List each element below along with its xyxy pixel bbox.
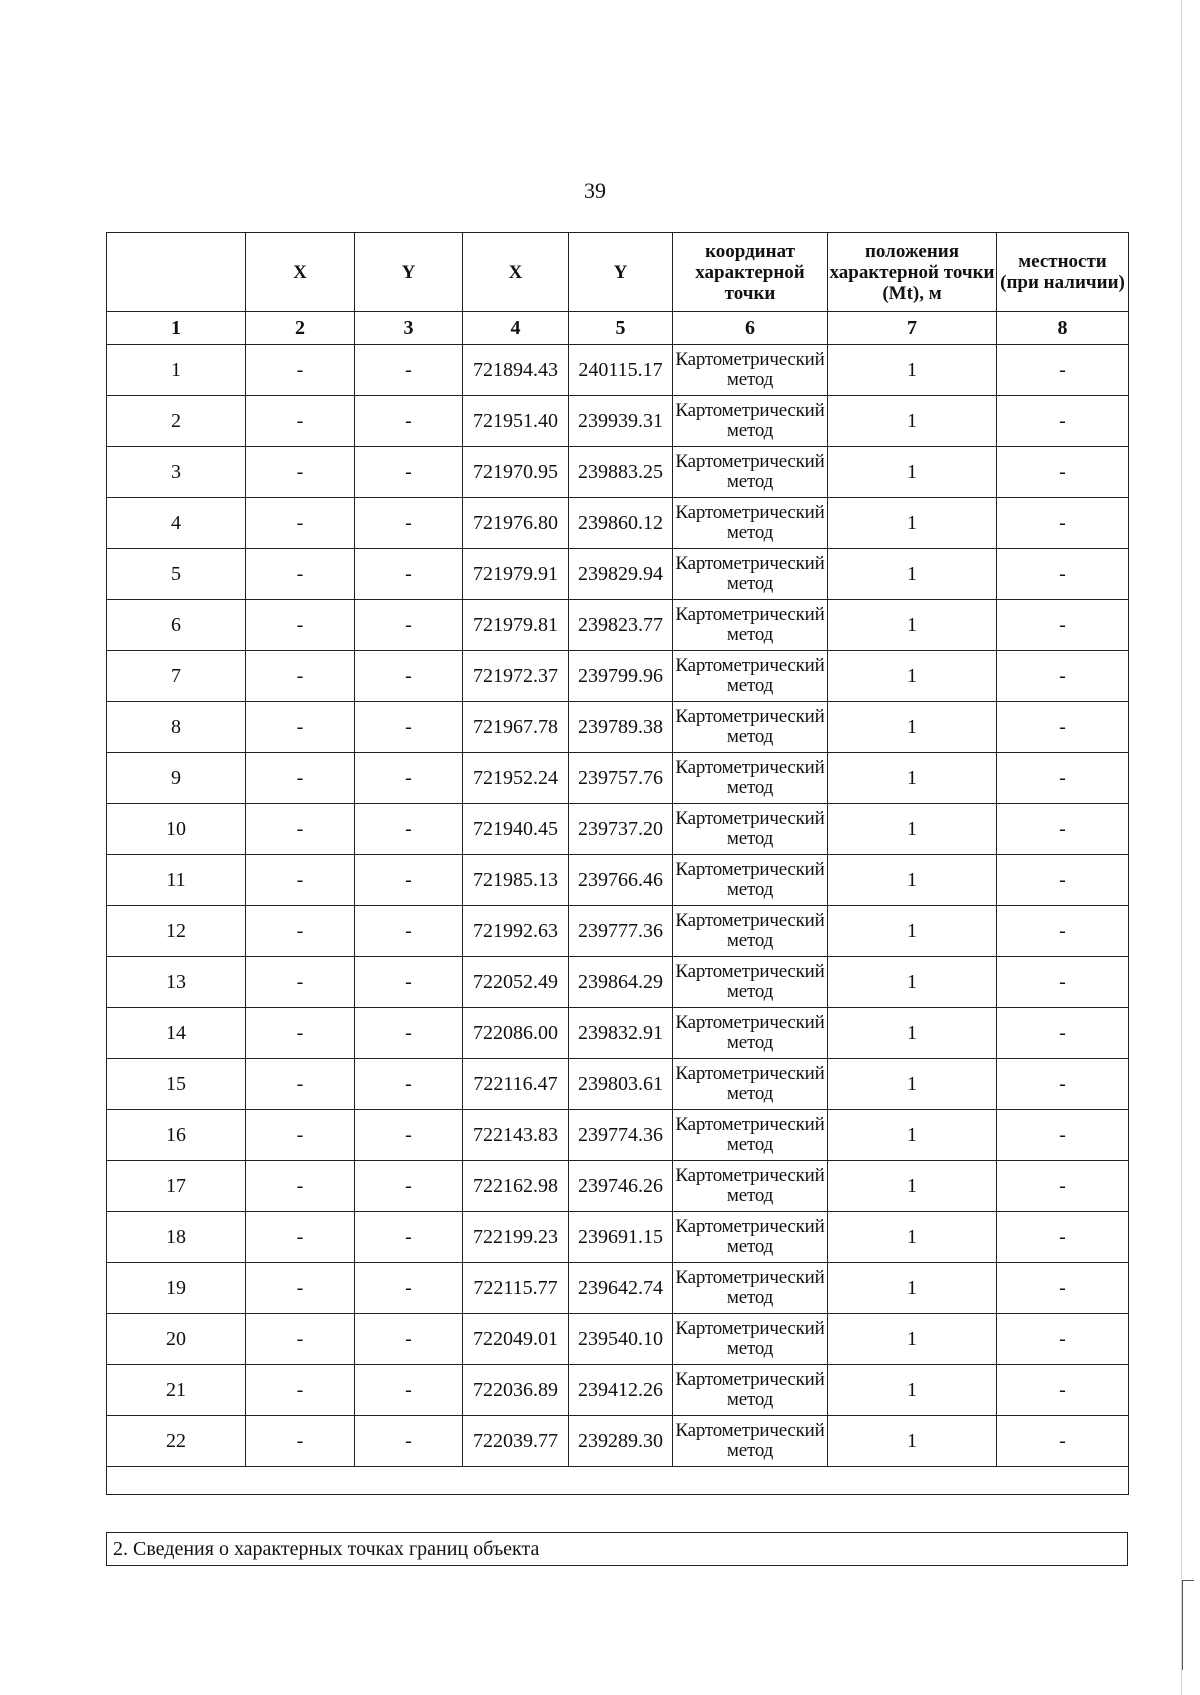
y-old-cell: - (355, 1212, 463, 1263)
description-cell: - (997, 1365, 1129, 1416)
method-cell: Картометрический метод (673, 1263, 828, 1314)
x-coordinate-cell: 722036.89 (463, 1365, 569, 1416)
y-old-cell: - (355, 804, 463, 855)
page-edge-line (1181, 0, 1182, 1695)
y-old-cell: - (355, 753, 463, 804)
point-number-cell: 13 (107, 957, 246, 1008)
table-row (107, 1059, 1129, 1110)
header-cell: местности (при наличии) (997, 233, 1129, 312)
y-old-cell: - (355, 855, 463, 906)
method-cell: Картометрический метод (673, 600, 828, 651)
precision-cell: 1 (828, 1263, 997, 1314)
precision-cell: 1 (828, 600, 997, 651)
y-old-cell: - (355, 702, 463, 753)
description-cell: - (997, 1212, 1129, 1263)
point-number-cell: 7 (107, 651, 246, 702)
method-cell: Картометрический метод (673, 1314, 828, 1365)
header-cell: Y (355, 233, 463, 312)
point-number-cell: 6 (107, 600, 246, 651)
y-old-cell: - (355, 1263, 463, 1314)
precision-cell: 1 (828, 1161, 997, 1212)
x-old-cell: - (246, 1263, 355, 1314)
precision-cell: 1 (828, 1008, 997, 1059)
point-number-cell: 14 (107, 1008, 246, 1059)
x-coordinate-cell: 722199.23 (463, 1212, 569, 1263)
y-coordinate-cell: 239864.29 (569, 957, 673, 1008)
x-coordinate-cell: 721976.80 (463, 498, 569, 549)
table-header-row (107, 233, 1129, 312)
x-old-cell: - (246, 702, 355, 753)
point-number-cell: 22 (107, 1416, 246, 1467)
description-cell: - (997, 753, 1129, 804)
description-cell: - (997, 1416, 1129, 1467)
y-coordinate-cell: 239777.36 (569, 906, 673, 957)
page-number: 39 (584, 178, 606, 203)
description-cell: - (997, 600, 1129, 651)
coordinates-table (106, 232, 1129, 1495)
description-cell: - (997, 345, 1129, 396)
point-number-cell: 11 (107, 855, 246, 906)
y-coordinate-cell: 239803.61 (569, 1059, 673, 1110)
header-cell: координат характерной точки (673, 233, 828, 312)
description-cell: - (997, 957, 1129, 1008)
column-number-cell: 4 (463, 312, 569, 345)
table-row (107, 549, 1129, 600)
point-number-cell: 12 (107, 906, 246, 957)
y-coordinate-cell: 239289.30 (569, 1416, 673, 1467)
method-cell: Картометрический метод (673, 345, 828, 396)
x-old-cell: - (246, 1416, 355, 1467)
table-body (107, 345, 1129, 1495)
description-cell: - (997, 651, 1129, 702)
table-row (107, 1416, 1129, 1467)
point-number-cell: 10 (107, 804, 246, 855)
point-number-cell: 20 (107, 1314, 246, 1365)
point-number-cell: 8 (107, 702, 246, 753)
table-row (107, 1161, 1129, 1212)
x-coordinate-cell: 721940.45 (463, 804, 569, 855)
page-edge-mark (1182, 1580, 1194, 1670)
table-row (107, 396, 1129, 447)
x-coordinate-cell: 721894.43 (463, 345, 569, 396)
y-old-cell: - (355, 1314, 463, 1365)
method-cell: Картометрический метод (673, 906, 828, 957)
header-cell: X (246, 233, 355, 312)
precision-cell: 1 (828, 957, 997, 1008)
precision-cell: 1 (828, 1416, 997, 1467)
x-old-cell: - (246, 1365, 355, 1416)
precision-cell: 1 (828, 1365, 997, 1416)
table-row (107, 753, 1129, 804)
method-cell: Картометрический метод (673, 498, 828, 549)
y-old-cell: - (355, 651, 463, 702)
x-coordinate-cell: 721967.78 (463, 702, 569, 753)
x-old-cell: - (246, 600, 355, 651)
column-number-row (107, 312, 1129, 345)
x-old-cell: - (246, 855, 355, 906)
method-cell: Картометрический метод (673, 549, 828, 600)
table-row (107, 1314, 1129, 1365)
description-cell: - (997, 702, 1129, 753)
y-coordinate-cell: 239746.26 (569, 1161, 673, 1212)
table-row (107, 1008, 1129, 1059)
x-coordinate-cell: 722115.77 (463, 1263, 569, 1314)
header-cell: положения характерной точки (Mt), м (828, 233, 997, 312)
table-row (107, 447, 1129, 498)
point-number-cell: 1 (107, 345, 246, 396)
method-cell: Картометрический метод (673, 1365, 828, 1416)
point-number-cell: 4 (107, 498, 246, 549)
x-coordinate-cell: 722162.98 (463, 1161, 569, 1212)
y-coordinate-cell: 239774.36 (569, 1110, 673, 1161)
precision-cell: 1 (828, 345, 997, 396)
column-number-cell: 7 (828, 312, 997, 345)
x-old-cell: - (246, 1110, 355, 1161)
table-row (107, 906, 1129, 957)
x-coordinate-cell: 721979.91 (463, 549, 569, 600)
precision-cell: 1 (828, 906, 997, 957)
x-coordinate-cell: 722086.00 (463, 1008, 569, 1059)
x-old-cell: - (246, 651, 355, 702)
precision-cell: 1 (828, 804, 997, 855)
description-cell: - (997, 396, 1129, 447)
column-number-cell: 5 (569, 312, 673, 345)
column-number-cell: 6 (673, 312, 828, 345)
x-old-cell: - (246, 804, 355, 855)
y-old-cell: - (355, 1161, 463, 1212)
description-cell: - (997, 1008, 1129, 1059)
point-number-cell: 19 (107, 1263, 246, 1314)
table-row (107, 1212, 1129, 1263)
point-number-cell: 2 (107, 396, 246, 447)
method-cell: Картометрический метод (673, 957, 828, 1008)
x-old-cell: - (246, 396, 355, 447)
precision-cell: 1 (828, 447, 997, 498)
y-coordinate-cell: 239829.94 (569, 549, 673, 600)
x-coordinate-cell: 721979.81 (463, 600, 569, 651)
y-old-cell: - (355, 1365, 463, 1416)
method-cell: Картометрический метод (673, 447, 828, 498)
y-coordinate-cell: 239789.38 (569, 702, 673, 753)
x-old-cell: - (246, 1161, 355, 1212)
table-row (107, 1110, 1129, 1161)
method-cell: Картометрический метод (673, 804, 828, 855)
table-row (107, 957, 1129, 1008)
table-row (107, 651, 1129, 702)
x-coordinate-cell: 721952.24 (463, 753, 569, 804)
y-old-cell: - (355, 396, 463, 447)
method-cell: Картометрический метод (673, 1212, 828, 1263)
description-cell: - (997, 498, 1129, 549)
precision-cell: 1 (828, 1059, 997, 1110)
x-coordinate-cell: 722039.77 (463, 1416, 569, 1467)
y-old-cell: - (355, 447, 463, 498)
y-coordinate-cell: 239642.74 (569, 1263, 673, 1314)
description-cell: - (997, 1263, 1129, 1314)
description-cell: - (997, 804, 1129, 855)
y-coordinate-cell: 239823.77 (569, 600, 673, 651)
method-cell: Картометрический метод (673, 855, 828, 906)
method-cell: Картометрический метод (673, 651, 828, 702)
precision-cell: 1 (828, 702, 997, 753)
precision-cell: 1 (828, 396, 997, 447)
y-old-cell: - (355, 906, 463, 957)
method-cell: Картометрический метод (673, 1008, 828, 1059)
y-old-cell: - (355, 600, 463, 651)
point-number-cell: 21 (107, 1365, 246, 1416)
description-cell: - (997, 1059, 1129, 1110)
point-number-cell: 18 (107, 1212, 246, 1263)
y-old-cell: - (355, 345, 463, 396)
column-number-cell: 1 (107, 312, 246, 345)
description-cell: - (997, 549, 1129, 600)
y-coordinate-cell: 239799.96 (569, 651, 673, 702)
x-old-cell: - (246, 549, 355, 600)
method-cell: Картометрический метод (673, 1110, 828, 1161)
y-coordinate-cell: 239540.10 (569, 1314, 673, 1365)
y-coordinate-cell: 239766.46 (569, 855, 673, 906)
table-empty-row (107, 1467, 1129, 1495)
x-coordinate-cell: 721951.40 (463, 396, 569, 447)
header-cell: X (463, 233, 569, 312)
table-row (107, 345, 1129, 396)
y-old-cell: - (355, 1059, 463, 1110)
precision-cell: 1 (828, 753, 997, 804)
description-cell: - (997, 1110, 1129, 1161)
y-coordinate-cell: 239832.91 (569, 1008, 673, 1059)
y-coordinate-cell: 239757.76 (569, 753, 673, 804)
y-old-cell: - (355, 498, 463, 549)
precision-cell: 1 (828, 1212, 997, 1263)
point-number-cell: 9 (107, 753, 246, 804)
table-row (107, 498, 1129, 549)
column-number-cell: 2 (246, 312, 355, 345)
x-old-cell: - (246, 1212, 355, 1263)
method-cell: Картометрический метод (673, 1059, 828, 1110)
point-number-cell: 17 (107, 1161, 246, 1212)
table-row (107, 1263, 1129, 1314)
point-number-cell: 15 (107, 1059, 246, 1110)
y-coordinate-cell: 239737.20 (569, 804, 673, 855)
table-row (107, 804, 1129, 855)
x-coordinate-cell: 721985.13 (463, 855, 569, 906)
method-cell: Картометрический метод (673, 396, 828, 447)
empty-cell (107, 1467, 1129, 1495)
y-coordinate-cell: 239939.31 (569, 396, 673, 447)
x-old-cell: - (246, 1008, 355, 1059)
precision-cell: 1 (828, 1110, 997, 1161)
description-cell: - (997, 1161, 1129, 1212)
y-old-cell: - (355, 1416, 463, 1467)
x-old-cell: - (246, 345, 355, 396)
table-row (107, 600, 1129, 651)
x-old-cell: - (246, 753, 355, 804)
x-coordinate-cell: 722116.47 (463, 1059, 569, 1110)
precision-cell: 1 (828, 651, 997, 702)
point-number-cell: 5 (107, 549, 246, 600)
x-coordinate-cell: 721970.95 (463, 447, 569, 498)
x-coordinate-cell: 721972.37 (463, 651, 569, 702)
point-number-cell: 3 (107, 447, 246, 498)
x-coordinate-cell: 722143.83 (463, 1110, 569, 1161)
x-old-cell: - (246, 957, 355, 1008)
precision-cell: 1 (828, 1314, 997, 1365)
header-cell (107, 233, 246, 312)
description-cell: - (997, 906, 1129, 957)
y-coordinate-cell: 240115.17 (569, 345, 673, 396)
x-old-cell: - (246, 906, 355, 957)
x-old-cell: - (246, 1314, 355, 1365)
y-old-cell: - (355, 1110, 463, 1161)
table-row (107, 1365, 1129, 1416)
x-coordinate-cell: 721992.63 (463, 906, 569, 957)
description-cell: - (997, 855, 1129, 906)
y-old-cell: - (355, 1008, 463, 1059)
x-coordinate-cell: 722049.01 (463, 1314, 569, 1365)
description-cell: - (997, 1314, 1129, 1365)
precision-cell: 1 (828, 498, 997, 549)
column-number-cell: 8 (997, 312, 1129, 345)
precision-cell: 1 (828, 855, 997, 906)
y-coordinate-cell: 239883.25 (569, 447, 673, 498)
method-cell: Картометрический метод (673, 1161, 828, 1212)
y-coordinate-cell: 239691.15 (569, 1212, 673, 1263)
header-cell: Y (569, 233, 673, 312)
x-coordinate-cell: 722052.49 (463, 957, 569, 1008)
table-row (107, 702, 1129, 753)
column-number-cell: 3 (355, 312, 463, 345)
y-old-cell: - (355, 957, 463, 1008)
y-coordinate-cell: 239860.12 (569, 498, 673, 549)
method-cell: Картометрический метод (673, 753, 828, 804)
x-old-cell: - (246, 447, 355, 498)
x-old-cell: - (246, 498, 355, 549)
y-coordinate-cell: 239412.26 (569, 1365, 673, 1416)
y-old-cell: - (355, 549, 463, 600)
section-title: 2. Сведения о характерных точках границ объекта (106, 1532, 1128, 1566)
method-cell: Картометрический метод (673, 702, 828, 753)
x-old-cell: - (246, 1059, 355, 1110)
precision-cell: 1 (828, 549, 997, 600)
point-number-cell: 16 (107, 1110, 246, 1161)
table-row (107, 855, 1129, 906)
description-cell: - (997, 447, 1129, 498)
method-cell: Картометрический метод (673, 1416, 828, 1467)
